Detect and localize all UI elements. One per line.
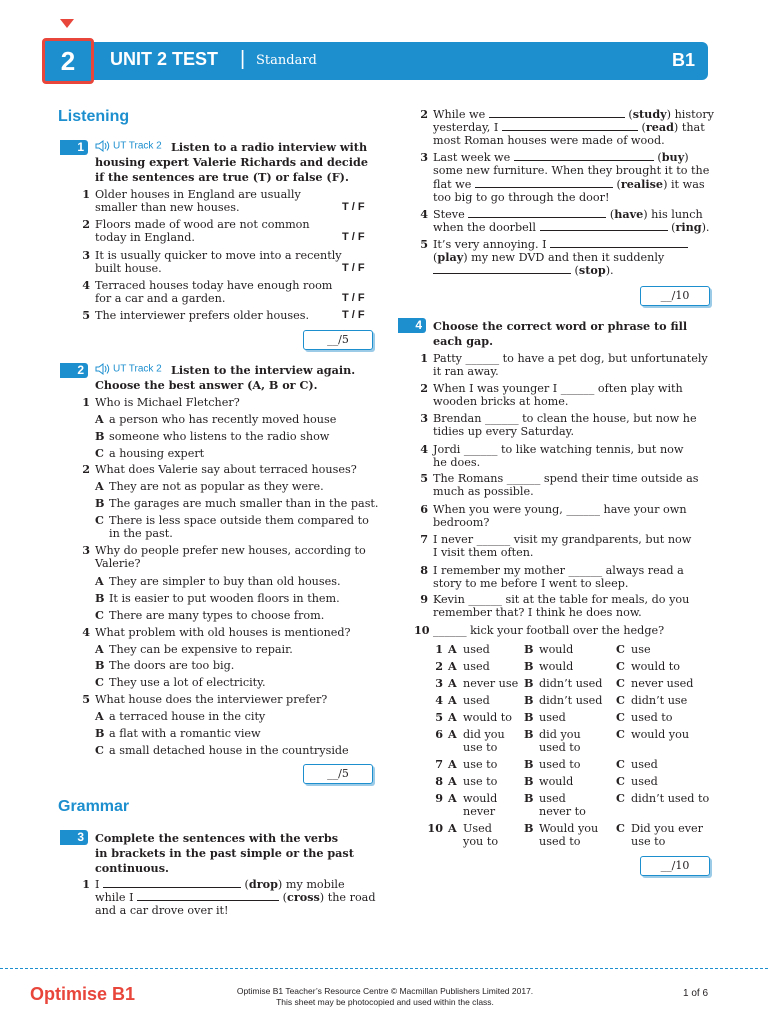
ex2-track-label[interactable] (95, 363, 162, 375)
verb-prompt: cross (287, 890, 320, 904)
q-number: 2 (82, 462, 90, 476)
item-number: 4 (82, 278, 90, 292)
sentence-text: I remember my mother ______ always read a (433, 564, 684, 577)
item-text: when the doorbell (433, 221, 536, 234)
q-text: What does Valerie say about terraced houses? (95, 463, 357, 476)
statement-text: It is usually quicker to move into a recently (95, 249, 342, 262)
option-letter: C (616, 757, 625, 771)
speaker-icon (95, 363, 111, 375)
option-b[interactable]: would (539, 643, 574, 656)
sentence-text: When I was younger I ______ often play with (433, 382, 683, 395)
footer-divider (0, 968, 768, 969)
statement-text-cont: for a car and a garden. (95, 292, 226, 305)
item-number: 3 (420, 150, 428, 164)
option-letter: A (95, 479, 104, 493)
option-c[interactable]: didn’t use (631, 694, 688, 707)
option-letter: B (524, 676, 534, 690)
sentence-text-cont: he does. (433, 456, 481, 469)
answer-blank[interactable] (475, 178, 613, 188)
option-c-cont: use to (631, 835, 666, 848)
item-number: 2 (420, 381, 428, 395)
option-c[interactable]: never used (631, 677, 694, 690)
item-number: 1 (420, 351, 428, 365)
verb-prompt: stop (578, 263, 606, 277)
option-number: 6 (435, 727, 443, 741)
item-text: yesterday, I (433, 121, 499, 134)
option-c[interactable]: didn’t used to (631, 792, 710, 805)
section-grammar: Grammar (58, 798, 130, 815)
item-text: the road (327, 891, 376, 904)
q-number: 1 (82, 395, 90, 409)
option-letter: C (95, 743, 104, 757)
option-a[interactable]: used (463, 660, 490, 673)
option-text: The garages are much smaller than in the past. (109, 497, 379, 510)
option-letter: B (524, 710, 534, 724)
option-a[interactable]: would (463, 792, 498, 805)
option-c[interactable]: would to (631, 660, 681, 673)
option-letter: A (95, 412, 104, 426)
option-text: a flat with a romantic view (109, 727, 261, 740)
option-number: 9 (435, 791, 443, 805)
verb-prompt: play (437, 250, 464, 264)
ex2-instruction-line2: Choose the best answer (A, B or C). (95, 378, 318, 392)
option-b[interactable]: Would you (539, 822, 599, 835)
item-text: While we (433, 108, 486, 121)
option-letter: B (95, 496, 105, 510)
q-text-cont: Valerie? (95, 557, 141, 570)
option-number: 7 (435, 757, 443, 771)
option-b[interactable]: used to (539, 758, 581, 771)
option-letter: B (524, 693, 534, 707)
verb-prompt: buy (661, 150, 685, 164)
sentence-text: Patty ______ to have a pet dog, but unfortunately (433, 352, 708, 365)
option-text: It is easier to put wooden floors in them. (109, 592, 340, 605)
option-text: There are many types to choose from. (109, 609, 325, 622)
item-number: 2 (420, 107, 428, 121)
option-a-cont: never (463, 805, 496, 818)
ex1-track-text: UT Track 2 (113, 140, 162, 152)
option-letter: A (448, 659, 457, 673)
option-b-cont: used to (539, 835, 581, 848)
exercise-4-badge: 4 (398, 318, 426, 333)
answer-blank[interactable] (433, 264, 571, 274)
answer-blank[interactable] (137, 891, 279, 901)
sentence-text-cont: tidies up every Saturday. (433, 425, 575, 438)
option-letter: A (448, 710, 457, 724)
option-text: They are not as popular as they were. (109, 480, 324, 493)
option-a[interactable]: used (463, 694, 490, 707)
item-text: Steve (433, 208, 465, 221)
true-false-choice[interactable]: T / F (342, 231, 365, 243)
item-number: 10 (414, 623, 430, 637)
option-letter: B (95, 591, 105, 605)
item-text: that (681, 121, 705, 134)
ex1-statement (76, 249, 376, 277)
ex1-statement (76, 188, 376, 216)
ex4-instruction-line2: each gap. (433, 334, 493, 348)
option-letter: A (448, 693, 457, 707)
ex1-statement (76, 218, 376, 246)
item-number: 3 (82, 248, 90, 262)
option-a[interactable]: use to (463, 758, 498, 771)
option-letter: B (95, 658, 105, 672)
item-number: 2 (82, 217, 90, 231)
option-text: The doors are too big. (109, 659, 235, 672)
sentence-text: I never ______ visit my grandparents, but now (433, 533, 692, 546)
ex2-track-text: UT Track 2 (113, 363, 162, 375)
option-a[interactable]: did you (463, 728, 505, 741)
option-b[interactable]: didn’t used (539, 677, 603, 690)
verb-prompt: read (645, 120, 674, 134)
item-text: history (674, 108, 715, 121)
option-letter: A (95, 642, 104, 656)
option-letter: A (448, 642, 457, 656)
option-c[interactable]: used (631, 775, 658, 788)
header-marker-triangle (60, 19, 74, 28)
item-number: 4 (420, 207, 428, 221)
item-text: and a car drove over it! (95, 904, 229, 917)
option-b[interactable]: didn’t used (539, 694, 603, 707)
option-text: a person who has recently moved house (109, 413, 337, 426)
q-text: Who is Michael Fletcher? (95, 396, 240, 409)
option-letter: C (616, 821, 625, 835)
ex1-score-box[interactable]: __/5 (303, 330, 373, 350)
item-text: it was (670, 178, 705, 191)
ex4-instruction-line1: Choose the correct word or phrase to fill (433, 319, 688, 333)
unit-number: 2 (60, 45, 76, 76)
option-a[interactable]: use to (463, 775, 498, 788)
sentence-text-cont: remember that? I think he does now. (433, 606, 642, 619)
option-c[interactable]: use (631, 643, 651, 656)
option-number: 8 (435, 774, 443, 788)
ex1-instruction-line2: housing expert Valerie Richards and decide (95, 155, 368, 169)
page-subtitle: Standard (256, 53, 317, 68)
option-b-cont: used to (539, 741, 581, 754)
option-b[interactable]: did you (539, 728, 581, 741)
item-text: flat we (433, 178, 472, 191)
option-a-cont: you to (463, 835, 499, 848)
answer-blank[interactable] (468, 208, 606, 218)
option-text: a terraced house in the city (109, 710, 266, 723)
option-c[interactable]: would you (631, 728, 690, 741)
statement-text: The interviewer prefers older houses. (95, 309, 310, 322)
verb-prompt: realise (620, 177, 664, 191)
sentence-text: Jordi ______ to like watching tennis, but now (433, 443, 684, 456)
footer-brand: Optimise B1 (30, 984, 136, 1004)
ex3-score-box[interactable]: __/10 (640, 286, 710, 306)
item-text: too big to go through the door! (433, 191, 610, 204)
sentence-text: Kevin ______ sit at the table for meals, do you (433, 593, 690, 606)
item-text: my mobile (285, 878, 345, 891)
option-letter: C (616, 774, 625, 788)
item-number: 4 (420, 442, 428, 456)
statement-text-cont: built house. (95, 262, 162, 275)
true-false-choice[interactable]: T / F (342, 309, 365, 321)
option-text: There is less space outside them compared to (109, 514, 369, 527)
option-number: 10 (427, 821, 443, 835)
option-letter: A (95, 574, 104, 588)
option-b[interactable]: would (539, 660, 574, 673)
sentence-text-cont: bedroom? (433, 516, 490, 529)
item-text: his lunch (651, 208, 703, 221)
option-letter: B (524, 757, 534, 771)
item-number: 5 (420, 471, 428, 485)
copyright-line: Optimise B1 Teacher’s Resource Centre © Macmillan Publishers Limited 2017. (236, 986, 534, 996)
true-false-choice[interactable]: T / F (342, 201, 365, 213)
option-letter: A (448, 774, 457, 788)
title-separator: | (240, 48, 246, 70)
option-letter: C (616, 659, 625, 673)
option-text: a housing expert (109, 447, 205, 460)
option-number: 4 (435, 693, 443, 707)
item-text: I (95, 878, 100, 891)
ex4-score-box[interactable]: __/10 (640, 856, 710, 876)
option-text: someone who listens to the radio show (109, 430, 330, 443)
option-text-cont: in the past. (109, 527, 173, 540)
exercise-2-badge: 2 (60, 363, 88, 378)
option-letter: C (95, 675, 104, 689)
true-false-choice[interactable]: T / F (342, 262, 365, 274)
ex3-instruction-line3: continuous. (95, 861, 169, 875)
option-letter: C (616, 710, 625, 724)
option-letter: A (448, 757, 457, 771)
answer-blank[interactable] (540, 221, 668, 231)
option-c[interactable]: used (631, 758, 658, 771)
ex1-instruction-line3: if the sentences are true (T) or false (F). (95, 170, 349, 184)
footer-copyright (200, 986, 570, 1008)
answer-blank[interactable] (103, 878, 241, 888)
option-text: They can be expensive to repair. (109, 643, 293, 656)
sentence-text-cont: much as possible. (433, 485, 534, 498)
item-text: some new furniture. When they brought it to the (433, 164, 710, 177)
option-b-cont: never to (539, 805, 586, 818)
option-letter: C (95, 608, 104, 622)
ex2-instruction-line1: Listen to the interview again. (171, 363, 356, 377)
option-letter: B (524, 659, 534, 673)
ex3-instruction-line1: Complete the sentences with the verbs (95, 831, 339, 845)
option-c[interactable]: used to (631, 711, 673, 724)
sentence-text-cont: it ran away. (433, 365, 499, 378)
answer-blank[interactable] (550, 238, 688, 248)
answer-blank[interactable] (502, 121, 638, 131)
option-letter: B (524, 791, 534, 805)
option-b[interactable]: used (539, 711, 566, 724)
speaker-icon (95, 140, 111, 152)
option-letter: C (616, 727, 625, 741)
option-a[interactable]: used (463, 643, 490, 656)
item-number: 6 (420, 502, 428, 516)
page-title: UNIT 2 TEST (110, 49, 219, 69)
q-number: 3 (82, 543, 90, 557)
option-letter: B (524, 727, 534, 741)
option-letter: B (95, 429, 105, 443)
sentence-text: When you were young, ______ have your own (433, 503, 687, 516)
verb-prompt: ring (675, 220, 702, 234)
true-false-choice[interactable]: T / F (342, 292, 365, 304)
item-number: 9 (420, 592, 428, 606)
answer-blank[interactable] (489, 108, 625, 118)
unit-number-box (42, 38, 94, 84)
ex2-score-box[interactable]: __/5 (303, 764, 373, 784)
sentence-text-cont: wooden bricks at home. (433, 395, 569, 408)
item-text: most Roman houses were made of wood. (433, 134, 665, 147)
page-number: 1 of 6 (683, 988, 709, 999)
option-letter: A (448, 676, 457, 690)
option-letter: C (616, 676, 625, 690)
option-c[interactable]: Did you ever (631, 822, 703, 835)
item-number: 5 (420, 237, 428, 251)
option-b[interactable]: used (539, 792, 566, 805)
item-number: 1 (82, 877, 90, 891)
option-number: 5 (435, 710, 443, 724)
option-number: 3 (435, 676, 443, 690)
option-a-cont: use to (463, 741, 498, 754)
q-text: What house does the interviewer prefer? (95, 693, 328, 706)
ex1-statement (76, 279, 376, 307)
answer-blank[interactable] (514, 151, 654, 161)
statement-text: Floors made of wood are not common (95, 218, 310, 231)
option-text: They are simpler to buy than old houses. (109, 575, 341, 588)
sentence-text: The Romans ______ spend their time outside as (433, 472, 699, 485)
item-number: 7 (420, 532, 428, 546)
option-letter: A (95, 709, 104, 723)
statement-text: Terraced houses today have enough room (95, 279, 333, 292)
sentence-text-cont: I visit them often. (433, 546, 534, 559)
option-letter: B (95, 726, 105, 740)
verb-prompt: study (632, 107, 667, 121)
item-text: It’s very annoying. I (433, 238, 547, 251)
item-text: Last week we (433, 151, 511, 164)
statement-text: Older houses in England are usually (95, 188, 301, 201)
option-a[interactable]: would to (463, 711, 513, 724)
option-letter: C (95, 446, 104, 460)
option-text: a small detached house in the countryside (109, 744, 349, 757)
photocopy-line: This sheet may be photocopied and used within the class. (276, 997, 494, 1007)
option-number: 1 (435, 642, 443, 656)
item-text: my new DVD and then it suddenly (471, 251, 665, 264)
item-number: 5 (82, 308, 90, 322)
option-letter: C (616, 791, 625, 805)
option-number: 2 (435, 659, 443, 673)
option-letter: C (95, 513, 104, 527)
option-letter: B (524, 774, 534, 788)
sentence-text: Brendan ______ to clean the house, but now he (433, 412, 697, 425)
exercise-1-badge: 1 (60, 140, 88, 155)
verb-prompt: have (614, 207, 644, 221)
statement-text-cont: smaller than new houses. (95, 201, 240, 214)
section-listening: Listening (58, 108, 130, 125)
option-letter: B (524, 821, 534, 835)
item-number: 3 (420, 411, 428, 425)
sentence-text-cont: story to me before I went to sleep. (433, 577, 629, 590)
option-letter: C (616, 642, 625, 656)
option-b[interactable]: would (539, 775, 574, 788)
statement-text-cont: today in England. (95, 231, 195, 244)
q-number: 5 (82, 692, 90, 706)
option-letter: B (524, 642, 534, 656)
option-letter: A (448, 791, 457, 805)
option-text: They use a lot of electricity. (109, 676, 266, 689)
ex3-instruction-line2: in brackets in the past simple or the past (95, 846, 354, 860)
q-text: What problem with old houses is mentioned? (95, 626, 351, 639)
item-text: while I (95, 891, 134, 904)
ex1-track-label[interactable] (95, 140, 162, 152)
option-a[interactable]: never use (463, 677, 519, 690)
q-number: 4 (82, 625, 90, 639)
item-number: 1 (82, 187, 90, 201)
item-number: 8 (420, 563, 428, 577)
option-letter: A (448, 727, 457, 741)
q-text: Why do people prefer new houses, according to (95, 544, 366, 557)
level-badge: B1 (672, 50, 696, 70)
exercise-3-badge: 3 (60, 830, 88, 845)
ex1-instruction-line1: Listen to a radio interview with (171, 140, 368, 154)
option-letter: C (616, 693, 625, 707)
sentence-text: ______ kick your football over the hedge? (433, 624, 665, 637)
option-letter: A (448, 821, 457, 835)
verb-prompt: drop (248, 877, 278, 891)
option-a[interactable]: Used (463, 822, 492, 835)
